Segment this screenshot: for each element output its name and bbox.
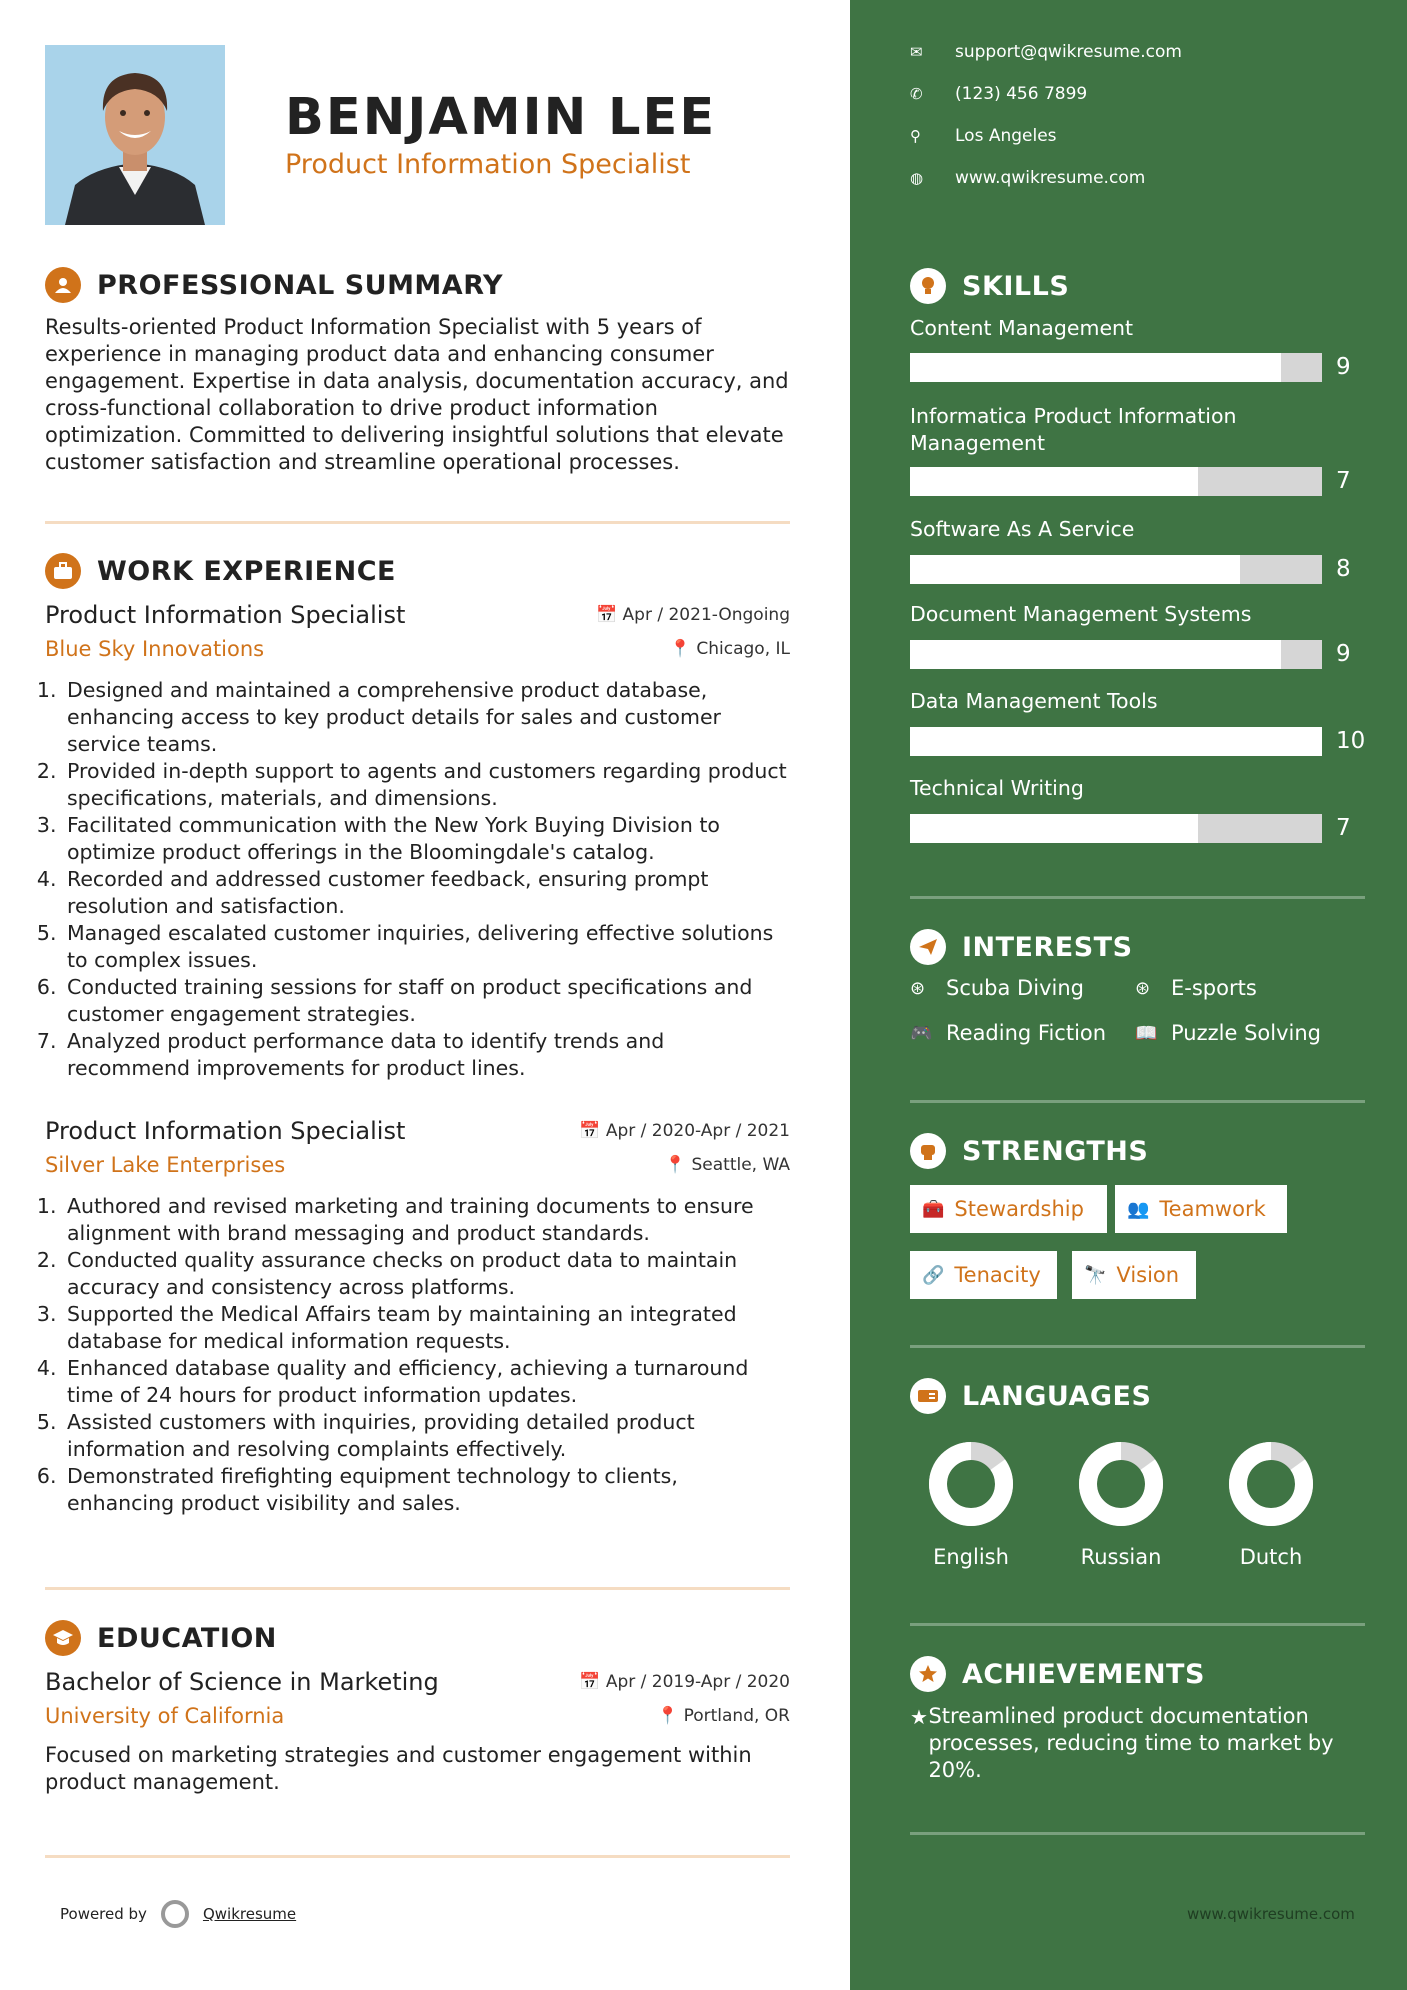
summary-title: PROFESSIONAL SUMMARY [97, 269, 504, 301]
life-ring-icon: ⊛ [910, 977, 926, 999]
skill-name: Content Management [910, 316, 1134, 340]
list-item: 6. Conducted training sessions for staff on product specifications and customer engagement strategies. [63, 974, 790, 1028]
calendar-icon: 📅 [579, 1672, 606, 1692]
powered-by [60, 1900, 296, 1928]
pin-icon: 📍 [657, 1706, 684, 1726]
interest-item: 🎮 Reading Fiction [910, 1021, 1107, 1045]
skill-bar [910, 640, 1322, 669]
skill-bar-fill [910, 640, 1281, 669]
list-item: 4. Enhanced database quality and efficiency, achieving a turnaround time of 24 hours for product information updates. [63, 1355, 790, 1409]
skill-bar-fill [910, 727, 1322, 756]
list-item: 3. Supported the Medical Affairs team by maintaining an integrated database for medical information requests. [63, 1301, 790, 1355]
paper-plane-icon [910, 929, 946, 965]
interests-heading [910, 929, 1133, 965]
list-item: 7. Analyzed product performance data to identify trends and recommend improvements for product lines. [63, 1028, 790, 1082]
pin-icon: 📍 [669, 639, 697, 659]
candidate-role: Product Information Specialist [285, 149, 691, 180]
qwikresume-logo-icon [161, 1900, 189, 1928]
contact-website[interactable] [910, 168, 1145, 188]
envelope-icon: ✉ [910, 43, 923, 61]
job-company: Silver Lake Enterprises [45, 1153, 286, 1177]
brand-link[interactable]: Qwikresume [202, 1905, 297, 1923]
strengths-heading [910, 1133, 1148, 1169]
binoculars-icon: 🔭 [1084, 1264, 1107, 1286]
divider [910, 1345, 1365, 1348]
skill-bar-fill [910, 555, 1240, 584]
degree-title: Bachelor of Science in Marketing [45, 1668, 439, 1696]
link-icon: 🔗 [922, 1264, 945, 1286]
list-item: 4. Recorded and addressed customer feedback, ensuring prompt resolution and satisfaction. [63, 866, 790, 920]
skills-title: SKILLS [962, 270, 1070, 302]
fist-icon [910, 1133, 946, 1169]
strength-badge: 🔭 Vision [1072, 1251, 1196, 1299]
list-item: 2. Conducted quality assurance checks on product data to maintain accuracy and consistency across platforms. [63, 1247, 790, 1301]
divider [910, 896, 1365, 899]
email-text: support@qwikresume.com [955, 42, 1182, 62]
list-item: 6. Demonstrated firefighting equipment technology to clients, enhancing product visibility and sales. [63, 1463, 790, 1517]
calendar-icon: 📅 [595, 605, 623, 625]
divider [45, 1587, 790, 1590]
location-text: Los Angeles [955, 126, 1057, 146]
job-date: 📅 Apr / 2021-Ongoing [595, 605, 790, 625]
contact-phone[interactable] [910, 84, 1087, 104]
users-icon: 👥 [1127, 1198, 1150, 1220]
skill-bar [910, 555, 1322, 584]
website-text: www.qwikresume.com [955, 168, 1146, 188]
interest-item: ⊛ E-sports [1135, 976, 1257, 1000]
language-name: Russian [1080, 1545, 1162, 1569]
list-item: 3. Facilitated communication with the New York Buying Division to optimize product offerings in the Bloomingdale's catalog. [63, 812, 790, 866]
skill-name: Technical Writing [910, 776, 1084, 800]
education-location: 📍 Portland, OR [657, 1706, 790, 1726]
divider [45, 1855, 790, 1858]
skill-value: 7 [1336, 815, 1351, 841]
education-date: 📅 Apr / 2019-Apr / 2020 [579, 1672, 790, 1692]
divider [910, 1623, 1365, 1626]
candidate-name: BENJAMIN LEE [285, 88, 717, 147]
book-icon: 📖 [1135, 1022, 1158, 1044]
job-entry [45, 599, 790, 1082]
shooting-star-icon: ★ [910, 1705, 928, 1729]
contact-email[interactable] [910, 42, 1182, 62]
experience-heading [45, 553, 396, 589]
footer-website[interactable]: www.qwikresume.com [1187, 1905, 1355, 1923]
languages-heading [910, 1378, 1151, 1414]
language-item [1066, 1441, 1176, 1569]
graduation-cap-icon [45, 1620, 81, 1656]
powered-by-label: Powered by [60, 1905, 147, 1923]
skill-value: 9 [1336, 354, 1351, 380]
skill-value: 9 [1336, 641, 1351, 667]
skills-heading [910, 268, 1069, 304]
summary-heading [45, 267, 503, 303]
map-pin-icon: ⚲ [910, 127, 921, 145]
strength-badge: 👥 Teamwork [1115, 1185, 1287, 1233]
education-entry [45, 1666, 790, 1796]
language-item [1216, 1441, 1326, 1569]
education-title: EDUCATION [97, 1622, 277, 1654]
skill-name: Document Management Systems [910, 602, 1252, 626]
interests-title: INTERESTS [962, 931, 1133, 963]
language-ring [928, 1441, 1014, 1527]
job-title: Product Information Specialist [45, 601, 406, 629]
divider [910, 1832, 1365, 1835]
skill-bar [910, 727, 1322, 756]
star-icon [910, 1656, 946, 1692]
contact-location [910, 126, 1057, 146]
sidebar [850, 0, 1407, 1990]
language-name: Dutch [1239, 1545, 1303, 1569]
language-name: English [933, 1545, 1009, 1569]
skill-bar-fill [910, 814, 1198, 843]
life-ring-icon: ⊛ [1135, 977, 1151, 999]
language-ring [1228, 1441, 1314, 1527]
toolbox-icon: 🧰 [922, 1198, 945, 1220]
job-bullets [45, 677, 790, 1082]
strengths-title: STRENGTHS [962, 1135, 1149, 1167]
gamepad-icon: 🎮 [910, 1022, 933, 1044]
interest-item: 📖 Puzzle Solving [1135, 1021, 1321, 1045]
summary-text: Results-oriented Product Information Specialist with 5 years of experience in managing product data and enhancing consumer engagement. Expertise in data analysis, documentation accuracy, and cross-functional collaboration to drive product information optimization. Committed to delivering insightful solutions that elevate customer satisfaction and streamline operational processes. [45, 315, 789, 474]
divider [45, 521, 790, 524]
calendar-icon: 📅 [579, 1121, 606, 1141]
skill-bar-fill [910, 467, 1198, 496]
list-item: 2. Provided in-depth support to agents and customers regarding product specifications, materials, and dimensions. [63, 758, 790, 812]
job-title: Product Information Specialist [45, 1117, 406, 1145]
achievements-title: ACHIEVEMENTS [962, 1658, 1205, 1690]
experience-title: WORK EXPERIENCE [97, 555, 396, 587]
globe-icon: ◍ [910, 169, 924, 187]
languages-title: LANGUAGES [962, 1380, 1152, 1412]
briefcase-icon [45, 553, 81, 589]
user-icon [45, 267, 81, 303]
job-company: Blue Sky Innovations [45, 637, 265, 661]
pin-icon: 📍 [664, 1155, 692, 1175]
job-date: 📅 Apr / 2020-Apr / 2021 [579, 1121, 790, 1141]
list-item: 5. Assisted customers with inquiries, providing detailed product information and resolving complaints effectively. [63, 1409, 790, 1463]
achievement-item [910, 1703, 1365, 1784]
list-item: 5. Managed escalated customer inquiries, delivering effective solutions to complex issues. [63, 920, 790, 974]
school-name: University of California [45, 1704, 285, 1728]
skill-name: Software As A Service [910, 517, 1135, 541]
language-ring [1078, 1441, 1164, 1527]
job-location: 📍 Seattle, WA [664, 1155, 790, 1175]
job-entry [45, 1115, 790, 1517]
job-location: 📍 Chicago, IL [669, 639, 790, 659]
profile-photo [45, 45, 225, 225]
list-item: 1. Designed and maintained a comprehensive product database, enhancing access to key product details for sales and customer service teams. [63, 677, 790, 758]
divider [910, 1100, 1365, 1103]
strength-badge: 🧰 Stewardship [910, 1185, 1107, 1233]
strength-badge: 🔗 Tenacity [910, 1251, 1057, 1299]
achievement-text: Streamlined product documentation processes, reducing time to market by 20%. [928, 1704, 1334, 1782]
education-description: Focused on marketing strategies and customer engagement within product management. [45, 1743, 752, 1794]
language-icon [910, 1378, 946, 1414]
skill-value: 7 [1336, 468, 1351, 494]
job-bullets [45, 1193, 790, 1517]
skill-bar [910, 467, 1322, 496]
achievements-heading [910, 1656, 1205, 1692]
phone-icon: ✆ [910, 85, 923, 103]
skill-bar-fill [910, 353, 1281, 382]
phone-text: (123) 456 7899 [955, 84, 1088, 104]
skill-bar [910, 814, 1322, 843]
education-heading [45, 1620, 277, 1656]
list-item: 1. Authored and revised marketing and training documents to ensure alignment with brand messaging and product standards. [63, 1193, 790, 1247]
language-item [916, 1441, 1026, 1569]
skill-value: 10 [1336, 728, 1366, 754]
lightbulb-icon [910, 268, 946, 304]
skill-value: 8 [1336, 556, 1351, 582]
skill-bar [910, 353, 1322, 382]
skill-name: Informatica Product Information Management [910, 404, 1237, 455]
interest-item: ⊛ Scuba Diving [910, 976, 1084, 1000]
skill-name: Data Management Tools [910, 689, 1158, 713]
